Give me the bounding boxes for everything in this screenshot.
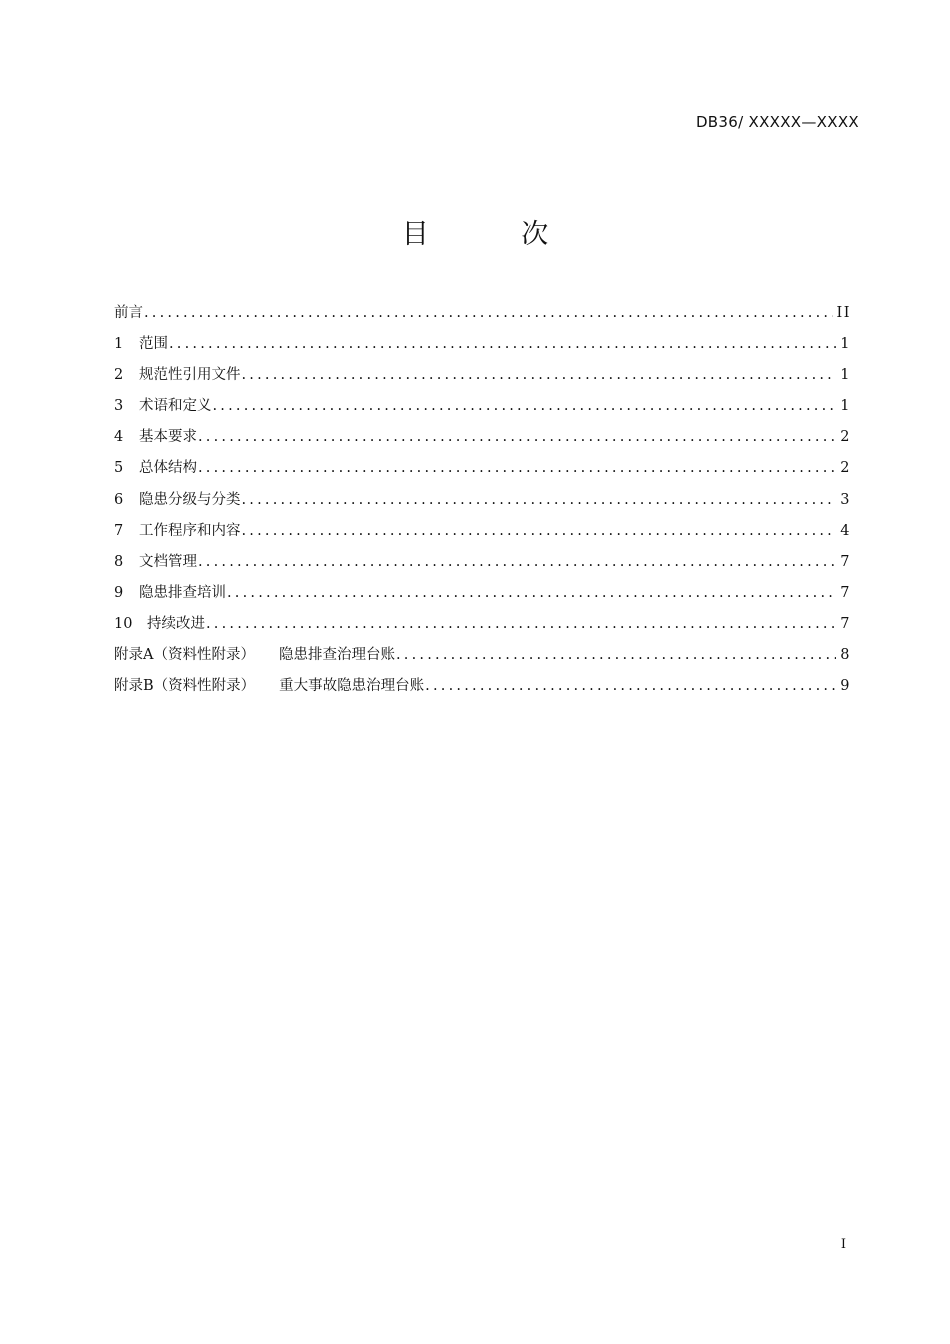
toc-appendix-prefix: 附录A（资料性附录） — [114, 647, 255, 664]
toc-entry-10[interactable] — [114, 612, 851, 643]
toc-entry-label: 总体结构 — [139, 460, 197, 477]
toc-entry-preface[interactable] — [114, 301, 851, 332]
toc-entry-label: 前言 — [114, 305, 143, 321]
toc-entry-page: 2 — [840, 429, 851, 446]
toc-entry-appendix-a[interactable] — [114, 643, 851, 674]
toc-entry-label: 隐患排查培训 — [139, 584, 226, 601]
page-title: 目 次 — [401, 219, 591, 250]
toc-entry-4[interactable] — [114, 425, 851, 456]
toc-leader-dots — [144, 305, 833, 321]
toc-entry-label: 重大事故隐患治理台账 — [279, 678, 425, 695]
page-number: I — [840, 1237, 846, 1252]
toc-entry-page: 7 — [840, 584, 851, 601]
toc-entry-number: 10 — [114, 615, 133, 632]
toc-entry-page: 9 — [840, 678, 851, 695]
toc-entry-2[interactable] — [114, 363, 851, 394]
toc-entry-label: 隐患排查治理台账 — [278, 647, 395, 664]
toc-entry-number: 2 — [114, 367, 124, 384]
toc-entry-page: 3 — [840, 491, 851, 508]
toc-entry-number: 3 — [114, 398, 124, 415]
toc-entry-page: 1 — [840, 398, 851, 415]
toc-entry-number: 4 — [114, 429, 124, 446]
toc-entry-label: 范围 — [139, 336, 168, 353]
toc-entry-8[interactable] — [114, 550, 851, 581]
toc-entry-number: 9 — [114, 584, 124, 601]
toc-entry-appendix-b[interactable] — [114, 674, 851, 705]
toc-entry-7[interactable] — [114, 519, 851, 550]
toc-entry-number: 8 — [114, 553, 124, 570]
toc-leader-dots — [198, 429, 836, 445]
toc-entry-label: 基本要求 — [139, 429, 197, 446]
document-code: DB36/ XXXXX—XXXX — [695, 113, 859, 131]
toc-leader-dots — [198, 554, 836, 570]
toc-leader-dots — [242, 367, 837, 383]
toc-entry-label: 持续改进 — [147, 615, 205, 632]
toc-entry-6[interactable] — [114, 488, 851, 519]
toc-entry-3[interactable] — [114, 394, 851, 425]
toc-entry-number: 7 — [114, 522, 124, 539]
toc-entry-number: 5 — [114, 460, 124, 477]
toc-entry-label: 隐患分级与分类 — [139, 491, 241, 508]
toc-leader-dots — [206, 616, 836, 632]
toc-entry-label: 文档管理 — [139, 553, 197, 570]
toc-leader-dots — [213, 398, 837, 414]
toc-entry-page: II — [836, 305, 851, 321]
toc-entry-number: 6 — [114, 491, 124, 508]
toc-entry-label: 规范性引用文件 — [139, 367, 241, 384]
toc-entry-page: 2 — [840, 460, 851, 477]
toc-leader-dots — [425, 678, 836, 694]
toc-entry-page: 1 — [840, 367, 851, 384]
toc-entry-9[interactable] — [114, 581, 851, 612]
toc-leader-dots — [242, 523, 837, 539]
toc-entry-5[interactable] — [114, 456, 851, 487]
toc-leader-dots — [198, 460, 836, 476]
toc-leader-dots — [242, 492, 837, 508]
toc-entry-label: 工作程序和内容 — [139, 522, 241, 539]
toc-entry-1[interactable] — [114, 332, 851, 363]
toc-leader-dots — [396, 647, 836, 663]
toc-entry-label: 术语和定义 — [139, 398, 212, 415]
toc-entry-number: 1 — [114, 336, 124, 353]
toc-appendix-prefix: 附录B（资料性附录） — [114, 678, 256, 695]
toc-leader-dots — [169, 336, 836, 352]
toc-entry-page: 8 — [840, 647, 851, 664]
toc-entry-page: 7 — [840, 553, 851, 570]
toc-entry-page: 1 — [840, 336, 851, 353]
toc-leader-dots — [227, 585, 836, 601]
toc-entry-page: 7 — [840, 615, 851, 632]
table-of-contents — [114, 301, 851, 705]
toc-entry-page: 4 — [840, 522, 851, 539]
